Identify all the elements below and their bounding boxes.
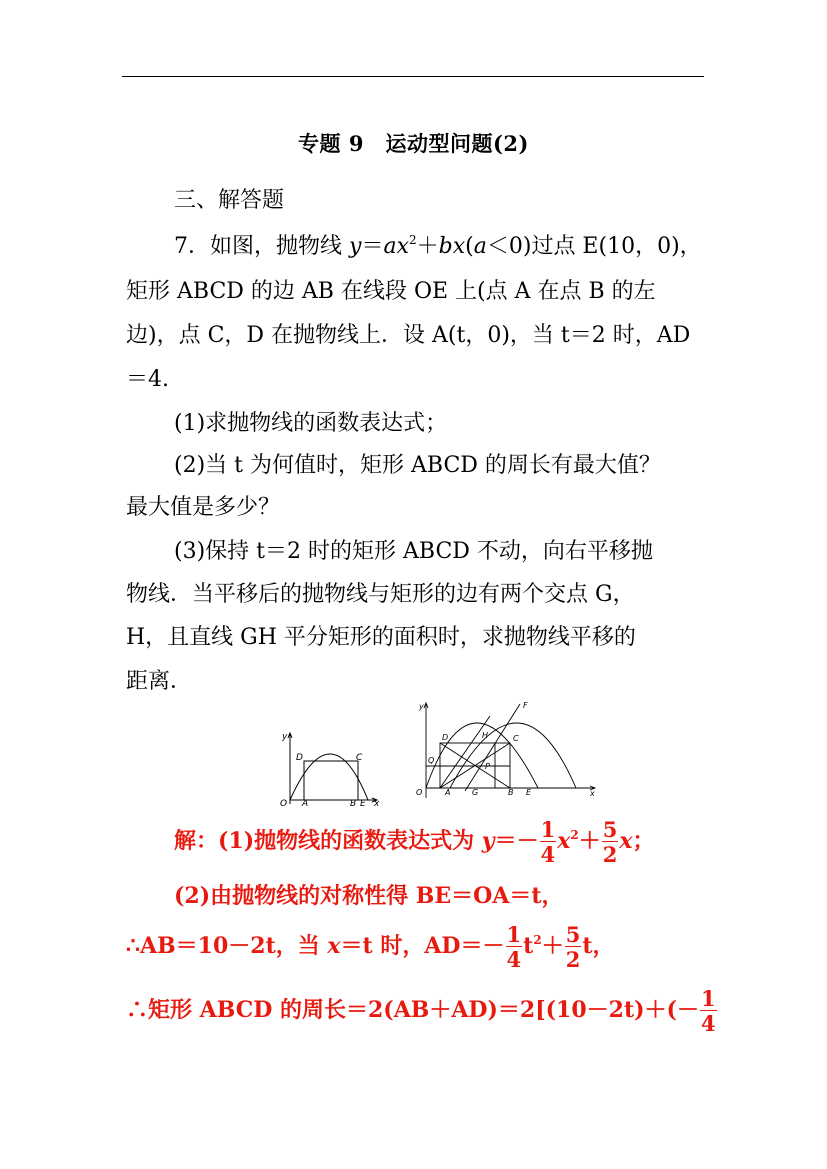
figure-2-translated-parabola bbox=[410, 698, 598, 802]
question-3-line-1: (3)保持 t＝2 时的矩形 ABCD 不动，向右平移抛 bbox=[174, 539, 653, 564]
fig2-label-P: P bbox=[485, 762, 490, 771]
fig1-label-x: x bbox=[374, 799, 380, 808]
solution-line-4: ∴矩形 ABCD 的周长＝2(AB＋AD)＝2[(10－2t)＋(－ $\frac{1}{4}$ bbox=[126, 986, 716, 1036]
problem-line-1: 7．如图，抛物线 $y=ax^2+bx(a<0)$过点 E(10，0)， bbox=[174, 233, 702, 259]
fraction-five-halves-2: $\frac{5}{2}$ bbox=[565, 922, 581, 972]
question-3-line-3: H，且直线 GH 平分矩形的面积时，求抛物线平移的 bbox=[126, 625, 636, 650]
fig2-label-y: y bbox=[419, 702, 424, 711]
question-1: (1)求抛物线的函数表达式； bbox=[174, 411, 448, 436]
fig2-label-Q: Q bbox=[428, 756, 435, 765]
problem-line-3: 边)，点 C，D 在抛物线上．设 A(t，0)，当 t＝2 时，AD bbox=[126, 323, 691, 348]
question-3-line-4: 距离． bbox=[126, 669, 193, 694]
fig2-label-H: H bbox=[482, 731, 489, 740]
solution-line-1: 解：(1)抛物线的函数表达式为 y＝－ $\frac{1}{4}$ $x^2+$ $\frac{5}{2}$ x； bbox=[174, 817, 655, 867]
fig1-label-B: B bbox=[350, 799, 357, 808]
question-2-line-1: (2)当 t 为何值时，矩形 ABCD 的周长有最大值？ bbox=[174, 453, 661, 478]
fraction-one-quarter-2: $\frac{1}{4}$ bbox=[506, 922, 522, 972]
solution-line-3: ∴AB＝10－2t，当 x＝t 时，AD＝－ $\frac{1}{4}$ $t^2+$ $\frac{5}{2}$ t， bbox=[126, 922, 615, 972]
section-heading: 三、解答题 bbox=[174, 188, 285, 213]
fig2-label-F: F bbox=[523, 701, 528, 710]
figure-1-parabola-rectangle bbox=[272, 728, 380, 808]
fig1-label-A: A bbox=[302, 799, 309, 808]
problem-line-4: ＝4. bbox=[126, 367, 169, 392]
fig1-label-O: O bbox=[280, 799, 288, 808]
fraction-one-quarter-3: $\frac{1}{4}$ bbox=[700, 986, 716, 1036]
fig2-label-D: D bbox=[442, 733, 449, 742]
header-rule bbox=[122, 76, 704, 77]
fig2-label-A: A bbox=[445, 788, 451, 797]
fig2-label-B: B bbox=[508, 788, 514, 797]
page-title: 专题 9 运动型问题(2) bbox=[298, 131, 529, 156]
fig2-label-C: C bbox=[513, 734, 519, 743]
problem-line-2: 矩形 ABCD 的边 AB 在线段 OE 上(点 A 在点 B 的左 bbox=[126, 279, 656, 304]
fig1-label-E: E bbox=[360, 799, 366, 808]
fig1-label-y: y bbox=[282, 732, 288, 742]
fig1-label-D: D bbox=[296, 753, 303, 763]
fig2-label-x: x bbox=[590, 789, 595, 798]
fig1-label-C: C bbox=[356, 753, 363, 763]
fig2-label-O: O bbox=[416, 788, 423, 797]
fig2-label-G: G bbox=[472, 788, 479, 797]
solution-line-2: (2)由抛物线的对称性得 BE＝OA＝t， bbox=[174, 883, 564, 909]
fig2-label-E: E bbox=[526, 788, 532, 797]
fraction-five-halves: $\frac{5}{2}$ bbox=[602, 817, 618, 867]
question-2-line-2: 最大值是多少？ bbox=[126, 495, 281, 520]
fraction-one-quarter: $\frac{1}{4}$ bbox=[540, 817, 556, 867]
question-3-line-2: 物线．当平移后的抛物线与矩形的边有两个交点 G， bbox=[126, 582, 635, 607]
